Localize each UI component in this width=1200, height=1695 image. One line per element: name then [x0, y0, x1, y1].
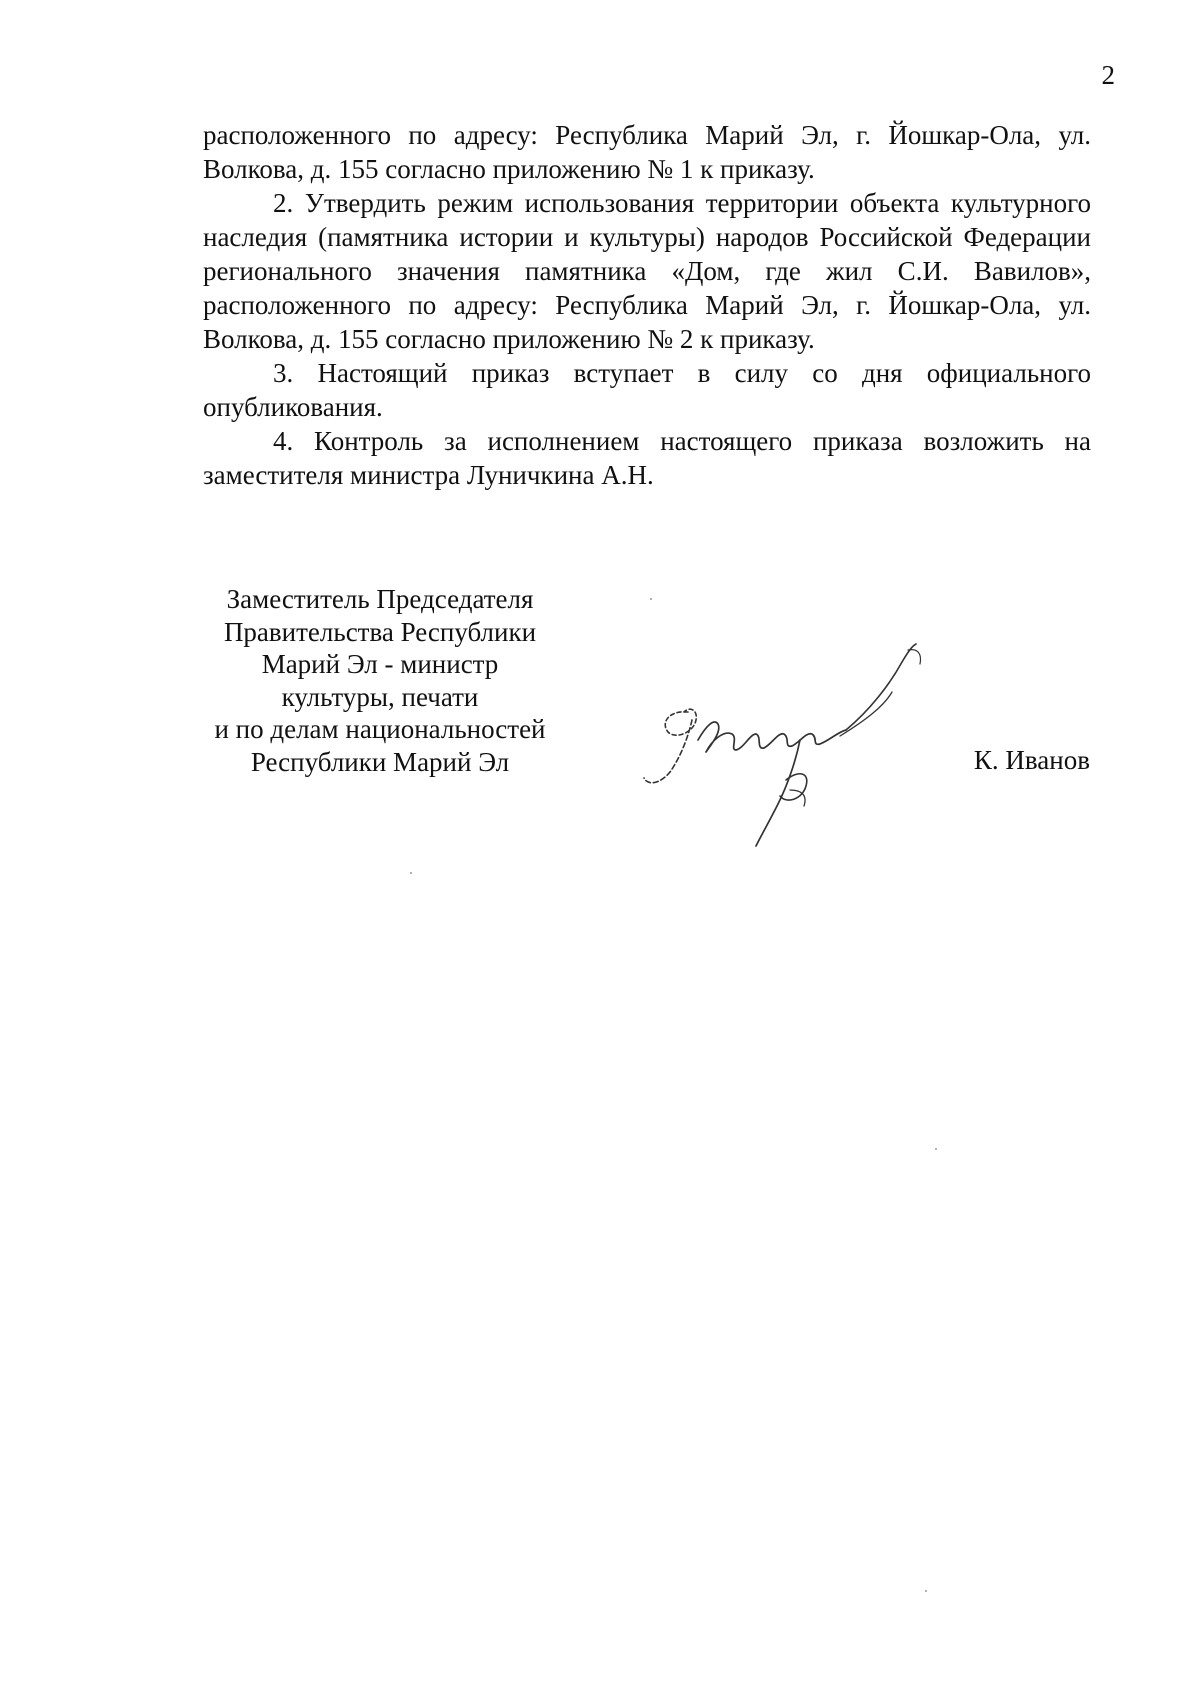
signatory-title-line: Заместитель Председателя: [226, 584, 534, 614]
signatory-title-line: Марий Эл - министр: [261, 649, 499, 679]
scan-speck: [410, 872, 412, 874]
signatory-title-line: Правительства Республики: [223, 616, 537, 647]
scan-speck: [925, 1590, 927, 1592]
signatory-title-line: Республики Марий Эл: [250, 746, 510, 777]
paragraph-4: 4. Контроль за исполнением настоящего приказа возложить на заместителя министра Луничкина А.Н.: [203, 426, 1091, 490]
signatory-name: К. Иванов: [973, 745, 1090, 775]
paragraph-3: 3. Настоящий приказ вступает в силу со дня официального опубликования.: [203, 358, 1091, 422]
scan-speck: [650, 598, 652, 600]
signatory-title: [180, 583, 580, 778]
signatory-title-line: культуры, печати: [281, 681, 479, 712]
signatory-title-line: и по делам национальностей: [214, 714, 546, 744]
page-number: 2: [1101, 60, 1115, 90]
paragraph-1-continuation: расположенного по адресу: Республика Марий Эл, г. Йошкар-Ола, ул. Волкова, д. 155 согласно приложению № 1 к приказу.: [203, 120, 1091, 184]
scan-speck: [935, 1148, 937, 1150]
document-body: [203, 118, 1091, 492]
paragraph-2: 2. Утвердить режим использования территории объекта культурного наследия (памятника истории и культуры) народов Российской Федерации регионального значения памятника «Дом, где жил С.И. Вавилов», расположенного по адресу: Республика Марий Эл, г. Йошкар-Ола, ул. Волкова, д. 155 согласно приложению № 2 к приказу.: [203, 188, 1091, 354]
